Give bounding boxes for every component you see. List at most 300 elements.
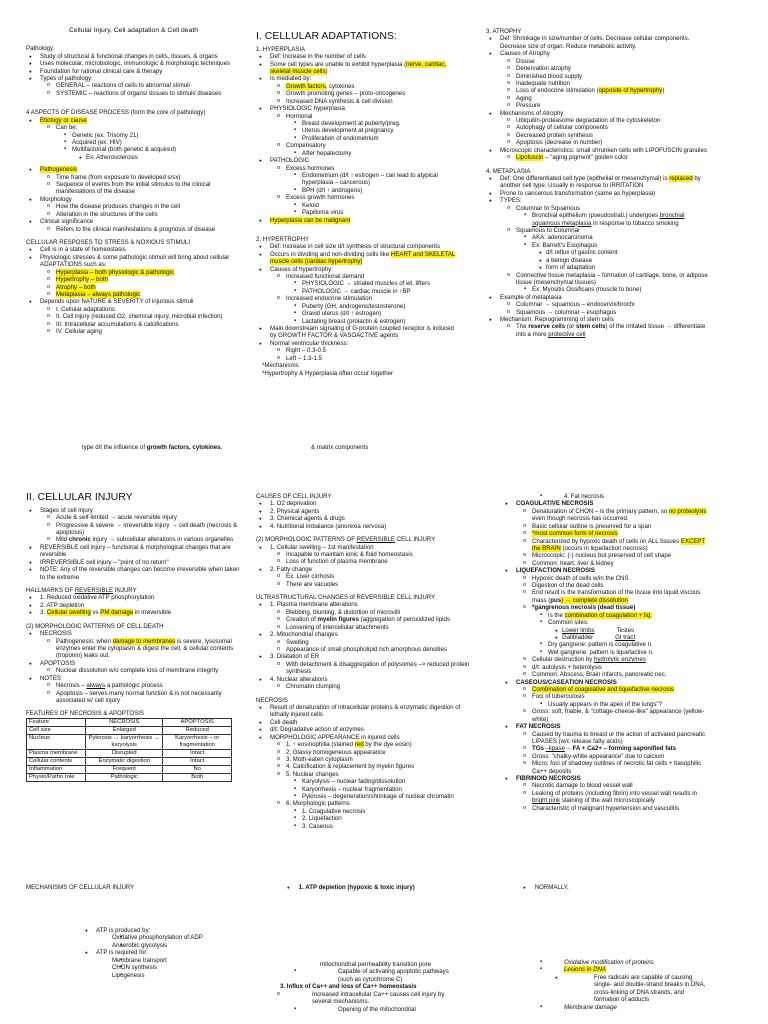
list-item — [26, 682, 241, 689]
list-item: ▪ Uterus development at pregnancy — [256, 127, 456, 134]
list-item — [256, 251, 456, 266]
list-item: ▪ 4. Fat necrosis — [502, 493, 707, 500]
list-item: ● form of adaptation — [486, 264, 708, 271]
list-item — [26, 166, 241, 173]
list-item — [26, 284, 241, 291]
table-cell: Physio/Patho role — [27, 774, 86, 782]
list-item — [486, 175, 708, 190]
text: , cytokines — [325, 82, 355, 90]
list-item: o 3. Moth-eaten cytoplasm — [256, 756, 471, 763]
list-item: o Hormonal — [256, 113, 456, 120]
list-item: o Columnar to Squamous — [486, 205, 708, 212]
list-item: ▪ PATHOLOGIC → cardiac muscle in ↑BP — [256, 288, 456, 295]
list-item: ● PATHOLOGIC — [256, 157, 456, 164]
col-causes-necrosis — [256, 493, 471, 830]
text: CASEOUS/CASEATION NECROSIS — [516, 678, 617, 686]
list-item: o Alteration in the structures of the cells — [26, 211, 241, 218]
list-item: ● TYPES: — [486, 197, 708, 204]
table-caption: FEATURES OF NECROSIS & APOPTOSIS — [26, 710, 144, 718]
list-item: o Incapable to maintain ionic & fluid homeostasis — [256, 551, 471, 558]
table-cell: No — [163, 766, 232, 774]
text: Cellular destruction by — [532, 656, 594, 664]
atp-notes — [82, 927, 242, 979]
highlight: Hyperplasia – both physiologic & pathologic — [56, 268, 174, 276]
doc-title: Cellular Injury, Cell adaptation & Cell death — [68, 27, 199, 34]
list-item: o Squamous → columnar – esophagus — [486, 309, 708, 316]
list-item — [256, 61, 456, 76]
list-item: ● NECROSIS — [26, 630, 241, 637]
underline: REVERSIBLE — [74, 587, 114, 595]
list-item: ● Causes of hypertrophy: — [256, 266, 456, 273]
text: Membrane damage — [564, 1003, 617, 1011]
responses-heading: CELLULAR RESPOSES TO STRESS & NOXIOUS STIMULI — [26, 238, 191, 246]
text: Def: One differentiated cell type (epithelial or mesenchymal) is — [500, 175, 670, 183]
table-cell: Enlarged — [86, 726, 163, 734]
text: in response to tobacco smoking — [591, 219, 679, 227]
list-item: ● IRREVERSIBLE cell injury – "point of no return" — [26, 559, 241, 566]
necrosis-list — [256, 704, 471, 830]
ultrastructural-list — [256, 601, 471, 690]
list-item: o Gross: "chalky-white appearance" due to calcium — [502, 753, 707, 760]
text: INJURY — [113, 587, 137, 595]
list-item — [26, 638, 241, 660]
list-item: ● Free radicals are capable of causing single- and double-strand breaks in DNA, cross-linking of DNA strands, and formation of adducts — [502, 974, 708, 1004]
note: *Hypertrophy & Hyperplasia often occur together — [262, 369, 394, 377]
list-item: ▪ Pyknosis – degeneration/shrinkage of nuclear chromatin — [256, 793, 471, 800]
list-item: ● Main downstream signaling of G-protein coupled receptor is induced by GROWTH FACTOR & VASOACTIVE agents — [256, 325, 456, 340]
list-item: ● Def: Shrinkage in size/number of cells. Decrease cellular components. Decrease size of organ. Reduce metabolic activity. — [486, 35, 708, 50]
text: → FA + Ca2+ – forming — [564, 745, 634, 753]
list-item: o Ubiquitin-proteasome degradation of the cytoskeleton — [486, 117, 708, 124]
list-item: ● Def: Increase in cell size d/t synthesis of structural components — [256, 243, 456, 250]
list-item: o Increased DNA synthesis & cell division — [256, 98, 456, 105]
table-cell: Frequent — [86, 766, 163, 774]
underline: REVERSIBLE — [356, 536, 395, 544]
list-item: ▪ Wet gangrene: pattern is liquefactive n. — [502, 649, 707, 656]
highlight: Etiology or cause — [40, 116, 87, 124]
list-item: ● Study of structural & functional changes in cells, tissues, & organs — [26, 53, 241, 60]
text: 1. ATP depletion (hypoxic & toxic injury) — [298, 884, 415, 891]
list-item: ● Depends upon NATURE & SEVERITY of injurious stimuli — [26, 298, 241, 305]
list-item: o Necrotic damage to blood vessel wall — [502, 782, 707, 789]
text: HALLMARKS OF — [26, 587, 75, 595]
text: , — [220, 444, 223, 451]
table-row — [27, 774, 232, 782]
text: myelin figures — [317, 616, 359, 624]
subsection-heading: 2. HYPERTROPHY — [256, 235, 310, 243]
table-cell: Pyknosis → karyorrhexis → karyolysis — [86, 734, 163, 749]
highlight: no proteolysis — [668, 507, 707, 515]
text: *gangrenous necrosis (dead tissue) — [532, 604, 636, 612]
metaplasia-list — [486, 175, 708, 338]
list-item: o Apoptosis – serves many normal function & is not necessarily associated w/ cell injury — [26, 690, 241, 705]
list-item: ▪ Gravid uterus (d/t ↑ estrogen) — [256, 310, 456, 317]
list-item: ▪ Anaerobic glycolysis — [82, 942, 242, 949]
cell-death-list — [26, 630, 241, 704]
text: staining of the wall microscopically — [560, 797, 655, 805]
list-item: ● 2. ATP depletion — [26, 602, 241, 609]
list-item — [502, 500, 707, 507]
table-cell: Plasma membrane — [27, 750, 86, 758]
list-item — [486, 323, 708, 338]
text: 3. Influx of Ca++ and loss of Ca++ homeostasis — [280, 983, 417, 991]
text: LIQUEFACTION NECROSIS — [516, 567, 595, 575]
list-item: o II. Cell injury (reduced O2, chemical injury, microbial infection) — [26, 313, 241, 320]
text: ) — [325, 68, 328, 76]
calcium-notes — [256, 961, 456, 1013]
ultrastructural-heading: ULTRASTRUCTURAL CHANGES of REVERSIBLE CELL INJURY — [256, 594, 436, 602]
list-item: o Caused by trauma to breast or the action of activated pancreatic LIPASES (w/c release fatty acids) — [502, 731, 707, 746]
highlight: Hyperplasia can be malignant — [270, 216, 351, 224]
list-item: o Connective tissue metaplasia – formation of cartilage, bone, or adipose tissue (mesenchymal tissues) — [486, 272, 708, 287]
list-item: ▪ Keloid — [256, 202, 456, 209]
list-item — [502, 589, 707, 604]
text: is severe, lysosomal enzymes enter the cytoplasm & digest the cell, & cellular contents (troponin) leaks out. — [56, 637, 234, 660]
list-item: o Foci of tuberculosis — [502, 693, 707, 700]
list-item: o Pressure — [486, 102, 708, 109]
text: Some cell types are unable to exhibit hyperplasia ( — [270, 60, 407, 68]
text: – "aging pigment" golden color — [543, 154, 628, 162]
list-item — [256, 616, 471, 623]
list-item: ● Prone to cancerous transformation (same as hyperplasia) — [486, 190, 708, 197]
list-item — [502, 679, 707, 686]
text: NORMALLY, — [534, 884, 569, 891]
list-item — [502, 508, 707, 523]
text: a pathologic process — [105, 682, 163, 690]
list-item: ▪ Acquired (ex. HIV) — [26, 139, 241, 146]
list-item: ● APOPTOSIS — [26, 660, 241, 667]
list-item — [502, 567, 707, 574]
text: Testes — [616, 626, 635, 634]
text: mitochondrial permeability transition pore — [320, 961, 432, 968]
hypertrophy-list — [256, 243, 456, 362]
list-item: o Nuclear dissolution w/o complete loss of membrane integrity — [26, 667, 241, 674]
highlight: red — [354, 741, 364, 749]
underline: bright pink — [532, 797, 561, 805]
text: pus — [550, 596, 562, 604]
list-item: o Progressive & severe → irreversible injury → cell death (necrosis & apoptosis) — [26, 522, 241, 537]
list-item: ▪ BPH (d/t ↑ androgens) — [256, 187, 456, 194]
list-item — [26, 117, 241, 124]
list-item: o Increased endocrine stimulation — [256, 295, 456, 302]
list-item: o Excess hormones — [256, 165, 456, 172]
text: even though necrosis has occurred. — [532, 515, 629, 523]
list-item: ● 3. Chemical agents & drugs — [256, 515, 471, 522]
list-item: ● 1. O2 deprivation — [256, 500, 471, 507]
section-title: I. CELLULAR ADAPTATIONS: — [256, 30, 397, 42]
highlight: Lipofuscin — [516, 154, 544, 162]
highlight: replaced — [669, 175, 693, 183]
text: ) of the irritated tissue → differentiate into a more — [516, 323, 706, 338]
table-body — [27, 718, 232, 782]
table-cell: Cellular contents — [27, 758, 86, 766]
list-item — [502, 775, 707, 782]
highlight: *most common form of necrosis — [532, 530, 618, 538]
list-item: o Compensatory — [256, 142, 456, 149]
causes-list — [256, 500, 471, 530]
table-row — [27, 758, 232, 766]
table-cell: NECROSIS — [86, 718, 163, 726]
list-item: ● Uses molecular, microbiologic, immunologic & morphologic techniques — [26, 60, 241, 67]
list-item — [256, 741, 471, 748]
list-item — [26, 269, 241, 276]
list-item — [26, 291, 241, 298]
section-title: II. CELLULAR INJURY — [26, 491, 133, 503]
text: reserve cells — [528, 323, 566, 331]
list-item: o There are vacuoles — [256, 581, 471, 588]
table-header-row — [27, 718, 232, 726]
list-item: ● Def: Increase in the number of cells — [256, 53, 456, 60]
highlight: Pathogenesis — [40, 166, 77, 174]
list-item: ▪ Endometrium (d/t ↑ estrogen – can lead to atypical hyperplasia – cancerous) — [256, 172, 456, 187]
typed-note — [82, 444, 242, 451]
calcium-list — [256, 968, 456, 983]
list-item: o Squamous to Columnar — [486, 227, 708, 234]
list-item: o Acute & self-limited → acute reversible injury — [26, 514, 241, 521]
list-item: ● 1. Plasma membrane alterations — [256, 601, 471, 608]
list-item: ▪ AKA: adenocarcinoma — [486, 234, 708, 241]
list-item: ▪ PHYSIOLOGIC → striated muscles of wt. lifters — [256, 280, 456, 287]
subsection-heading: 4. METAPLASIA — [486, 167, 531, 175]
list-item: ● Microscopic characteristics: small shrunken cells with LIPOFUSCIN granules — [486, 147, 708, 154]
list-item: o Increased intracellular Ca++ causes cell injury by several mechanisms. — [256, 991, 456, 1006]
responses-list — [26, 246, 241, 335]
list-item: o I. Cellular adaptations — [26, 306, 241, 313]
list-item: o Appearance of small phospholipid rich amorphous densities — [256, 646, 471, 653]
list-item: ▪ Lactating breast (prolactin & estrogen) — [256, 318, 456, 325]
list-item: o Left – 1.3-1.5 — [256, 355, 456, 362]
matrix-note: & matrix components — [311, 444, 369, 451]
list-item: o Apoptosis (decrease in number) — [486, 139, 708, 146]
text: type d/t the influence of — [82, 444, 147, 451]
table-cell: Karyorrhexis – or fragmentation — [163, 734, 232, 749]
list-item: o Micro: foci of shadowy outlines of necrotic fat cells + basophilic Ca++ deposits — [502, 760, 707, 775]
highlight: damage to membranes — [112, 637, 176, 645]
list-item: ● 1. Reduced oxidative ATP phosphorylation — [26, 594, 241, 601]
list-item: ▪ Papilloma virus — [256, 209, 456, 216]
text: Denaturation of CHON – is the primary pattern, so — [532, 507, 669, 515]
list-item: ● Cell is in a state of homeostasis — [26, 246, 241, 253]
list-item: o Denervation atrophy — [486, 65, 708, 72]
col-adaptations — [256, 30, 456, 377]
list-item: ▪ Common sites: — [502, 619, 707, 626]
list-item — [256, 83, 456, 90]
table-row — [27, 734, 232, 749]
highlight: Metaplasia – always pathologic — [56, 290, 141, 298]
list-item: ● Normal ventricular thickness: — [256, 340, 456, 347]
underline: bronchial squamous metaplasia — [532, 212, 685, 227]
table-cell: Inflammation — [27, 766, 86, 774]
pathology-list — [26, 53, 241, 98]
table-row — [27, 766, 232, 774]
list-item — [502, 745, 707, 752]
list-item: o Columnar → squamous – endocervix/brochi — [486, 301, 708, 308]
list-item: o d/t: autolysis + heterolysis — [502, 664, 707, 671]
list-item: ▪ Membrane transport — [82, 957, 242, 964]
list-item — [486, 154, 708, 161]
text: vs — [90, 609, 101, 617]
list-item: ▪ After hepatectomy — [256, 150, 456, 157]
subsection-heading: 1. HYPERPLASIA — [256, 45, 306, 53]
list-item — [502, 656, 707, 663]
necrosis-heading: NECROSIS — [256, 696, 288, 704]
list-item: ● a benign disease — [486, 257, 708, 264]
list-item — [502, 959, 708, 966]
list-item: o Loss of function of plasma membrane — [256, 558, 471, 565]
highlight: EXCEPT the BRAIN — [532, 537, 706, 552]
text: (or — [565, 323, 576, 331]
list-item: ● Cell death — [256, 719, 471, 726]
list-item: o Characteristic of malignant hypertension and vasculitis — [502, 805, 707, 812]
list-item: ● 1. Cellular swelling – 1st manifestation — [256, 544, 471, 551]
list-item: ● 2. Fatty change — [256, 566, 471, 573]
list-item — [502, 686, 707, 693]
list-item: ▪ Karyorrhexis – nuclear fragmentation — [256, 786, 471, 793]
list-item: o Diminished blood supply — [486, 73, 708, 80]
reversible-heading — [256, 536, 471, 543]
list-item: o SYSTEMIC – reactions of organs/ tissues to stimuli/ diseases — [26, 90, 241, 97]
list-item: ▪ Breast development at puberty/preg. — [256, 120, 456, 127]
table-cell: Enzymatic digestion — [86, 758, 163, 766]
list-item — [486, 87, 708, 94]
highlight: Hypertrophy – both — [56, 276, 108, 284]
highlight: Cellular swelling — [46, 609, 91, 617]
list-item: ▪ Ex: Barrett's Esophagus — [486, 242, 708, 249]
causes-heading: CAUSES OF CELL INJURY — [256, 493, 332, 500]
list-item — [502, 538, 707, 553]
highlight: opposite of hypertrophy — [598, 87, 663, 95]
list-item: ● REVERSIBLE cell injury – functional & morphological changes that are reversible — [26, 544, 241, 559]
list-item: o Can be: — [26, 124, 241, 131]
list-item: ● Stages of cell injury — [26, 507, 241, 514]
aspects-list — [26, 117, 241, 233]
list-item: ● Foundation for rational clinical care & therapy — [26, 68, 241, 75]
free-radical-notes — [502, 959, 708, 1011]
list-item: ▪ Genetic (ex. Trisomy 21) — [26, 132, 241, 139]
text: injury → subcellular alterations in various organelles — [90, 536, 234, 544]
table-cell: Feature — [27, 718, 86, 726]
list-item: ▪ Capable of activating apoptotic pathways (such as cytochrome C) — [256, 968, 456, 983]
hallmarks-heading — [26, 587, 241, 594]
table-cell: APOPTOSIS — [163, 718, 232, 726]
text: Pathogenesis: when — [56, 637, 113, 645]
pathology-heading: Pathology — [26, 45, 54, 53]
list-item: o Basic cellular outline is preserved for a span — [502, 523, 707, 530]
list-item: ▪ Usually appears in the apex of the lungs"? — [502, 701, 707, 708]
text: Oxidative modification of proteins — [564, 959, 654, 966]
text: FIBRINOID NECROSIS — [516, 775, 581, 783]
table-cell: Disrupted — [86, 750, 163, 758]
list-item: ● 4. Nuclear alterations — [256, 676, 471, 683]
list-item: ● Result of denaturation of intracellular proteins & enzymatic digestion of lethally injured cells — [256, 704, 471, 719]
list-item: ▪ Puberty (GH, androgens/testosterone) — [256, 303, 456, 310]
text: ) — [662, 87, 665, 95]
underline: Lower limbs — [562, 626, 595, 634]
list-item: ▪ Proliferation of endometrium — [256, 135, 456, 142]
col-atrophy-metaplasia — [486, 28, 708, 338]
list-item: ▪ 2. Liquefaction — [256, 815, 471, 822]
text: 1. ↑ eosinophilia (stained — [286, 741, 355, 749]
list-item: o Blebbing, blunting, & distortion of microvilli — [256, 609, 471, 616]
stages-list — [26, 507, 241, 581]
list-item: ▪ Ex: Myositis Ossificans (muscle to bone) — [486, 286, 708, 293]
list-item: o Inadequate nutrition — [486, 80, 708, 87]
list-item: ● 3. Dilatation of ER — [256, 653, 471, 660]
list-item: o Excess growth hormones — [256, 194, 456, 201]
text: Loss of endocrine stimulation ( — [516, 87, 599, 95]
table-cell: Cell size — [27, 726, 86, 734]
list-item: o Hypoxic death of cells w/in the CNS — [502, 575, 707, 582]
underline: –lipase — [545, 745, 565, 753]
atp-depletion — [287, 884, 415, 891]
list-item: ● d/t: Degradative action of enzymes — [256, 726, 471, 733]
list-item: o Digestion of the dead cells — [502, 582, 707, 589]
note: *Mechanisms — [262, 362, 299, 370]
free-radical-list — [502, 959, 708, 1011]
highlight: ) → complete dissolution — [561, 596, 628, 604]
underline: hydrolytic enzymes — [593, 656, 646, 664]
text: (2) MORPHOLOGIC PATTERNS OF — [256, 536, 357, 544]
table-row — [27, 750, 232, 758]
list-item: o Aging — [486, 95, 708, 102]
text: saponified fats — [633, 745, 677, 753]
list-item: ● Mechanisms of Atrophy — [486, 110, 708, 117]
calcium-sub — [256, 991, 456, 1013]
highlight: Combination of coagulative and liquefactive necrosis — [532, 685, 674, 693]
list-item — [486, 212, 708, 227]
underline: always — [86, 682, 106, 690]
list-item: o Time frame (from exposure to developed s/sx) — [26, 174, 241, 181]
list-item: o Common: Abscess, Brain infarcts, pancreatic nec. — [502, 671, 707, 678]
text: Creation of — [286, 616, 318, 624]
list-item: ▪ 1. Coagulative necrosis — [256, 808, 471, 815]
list-item — [502, 723, 707, 730]
text: The — [516, 323, 529, 331]
list-item — [502, 966, 708, 973]
text: (occurs in liquefaction necrosis) — [560, 544, 648, 552]
col-cellular-injury — [26, 491, 241, 782]
text: chronic — [68, 536, 91, 544]
list-item: o Growth promoting genes – proto-oncogenes — [256, 90, 456, 97]
table-cell: Both — [163, 774, 232, 782]
table-cell: Reduced — [163, 726, 232, 734]
hyperplasia-list — [256, 53, 456, 224]
list-item: o Disuse — [486, 58, 708, 65]
text: by the dye eosin) — [363, 741, 412, 749]
list-item: o Chromatin clumping — [256, 683, 471, 690]
highlight: combination of coagulation + liq. — [564, 611, 652, 619]
highlight: PM damage — [100, 609, 134, 617]
list-item: ▪ Lipogenesis — [82, 972, 242, 979]
normally-label — [523, 884, 569, 891]
list-item: ● Clinical significance — [26, 218, 241, 225]
list-item: ● d/t reflux of gastric content — [486, 249, 708, 256]
list-item: ▪ Opening of the mitochondrial — [256, 1006, 456, 1013]
bullet: ● — [523, 885, 526, 890]
list-item — [256, 217, 456, 224]
list-item: ● NOTE: Any of the reversible changes can become irreversible when taken to the extreme — [26, 566, 241, 581]
table-row — [27, 726, 232, 734]
highlight: HEART and SKELETAL muscle cells (cardiac hypertrophy) — [270, 250, 456, 266]
list-item: ● MORPHOLOGIC APPEARANCE in injured cells — [256, 734, 471, 741]
list-item: o With detachment & disaggregation of polysomes –> reduced protein synthesis — [256, 661, 471, 676]
list-item: ▪ 3. Caseous — [256, 823, 471, 830]
list-item — [502, 530, 707, 537]
list-item — [502, 612, 707, 619]
list-item: o 4. Calcification & replacement by myelin figures — [256, 763, 471, 770]
list-item: o IV. Cellular aging — [26, 328, 241, 335]
list-item: ● Mechanism: Reprogramming of stem cells — [486, 316, 708, 323]
